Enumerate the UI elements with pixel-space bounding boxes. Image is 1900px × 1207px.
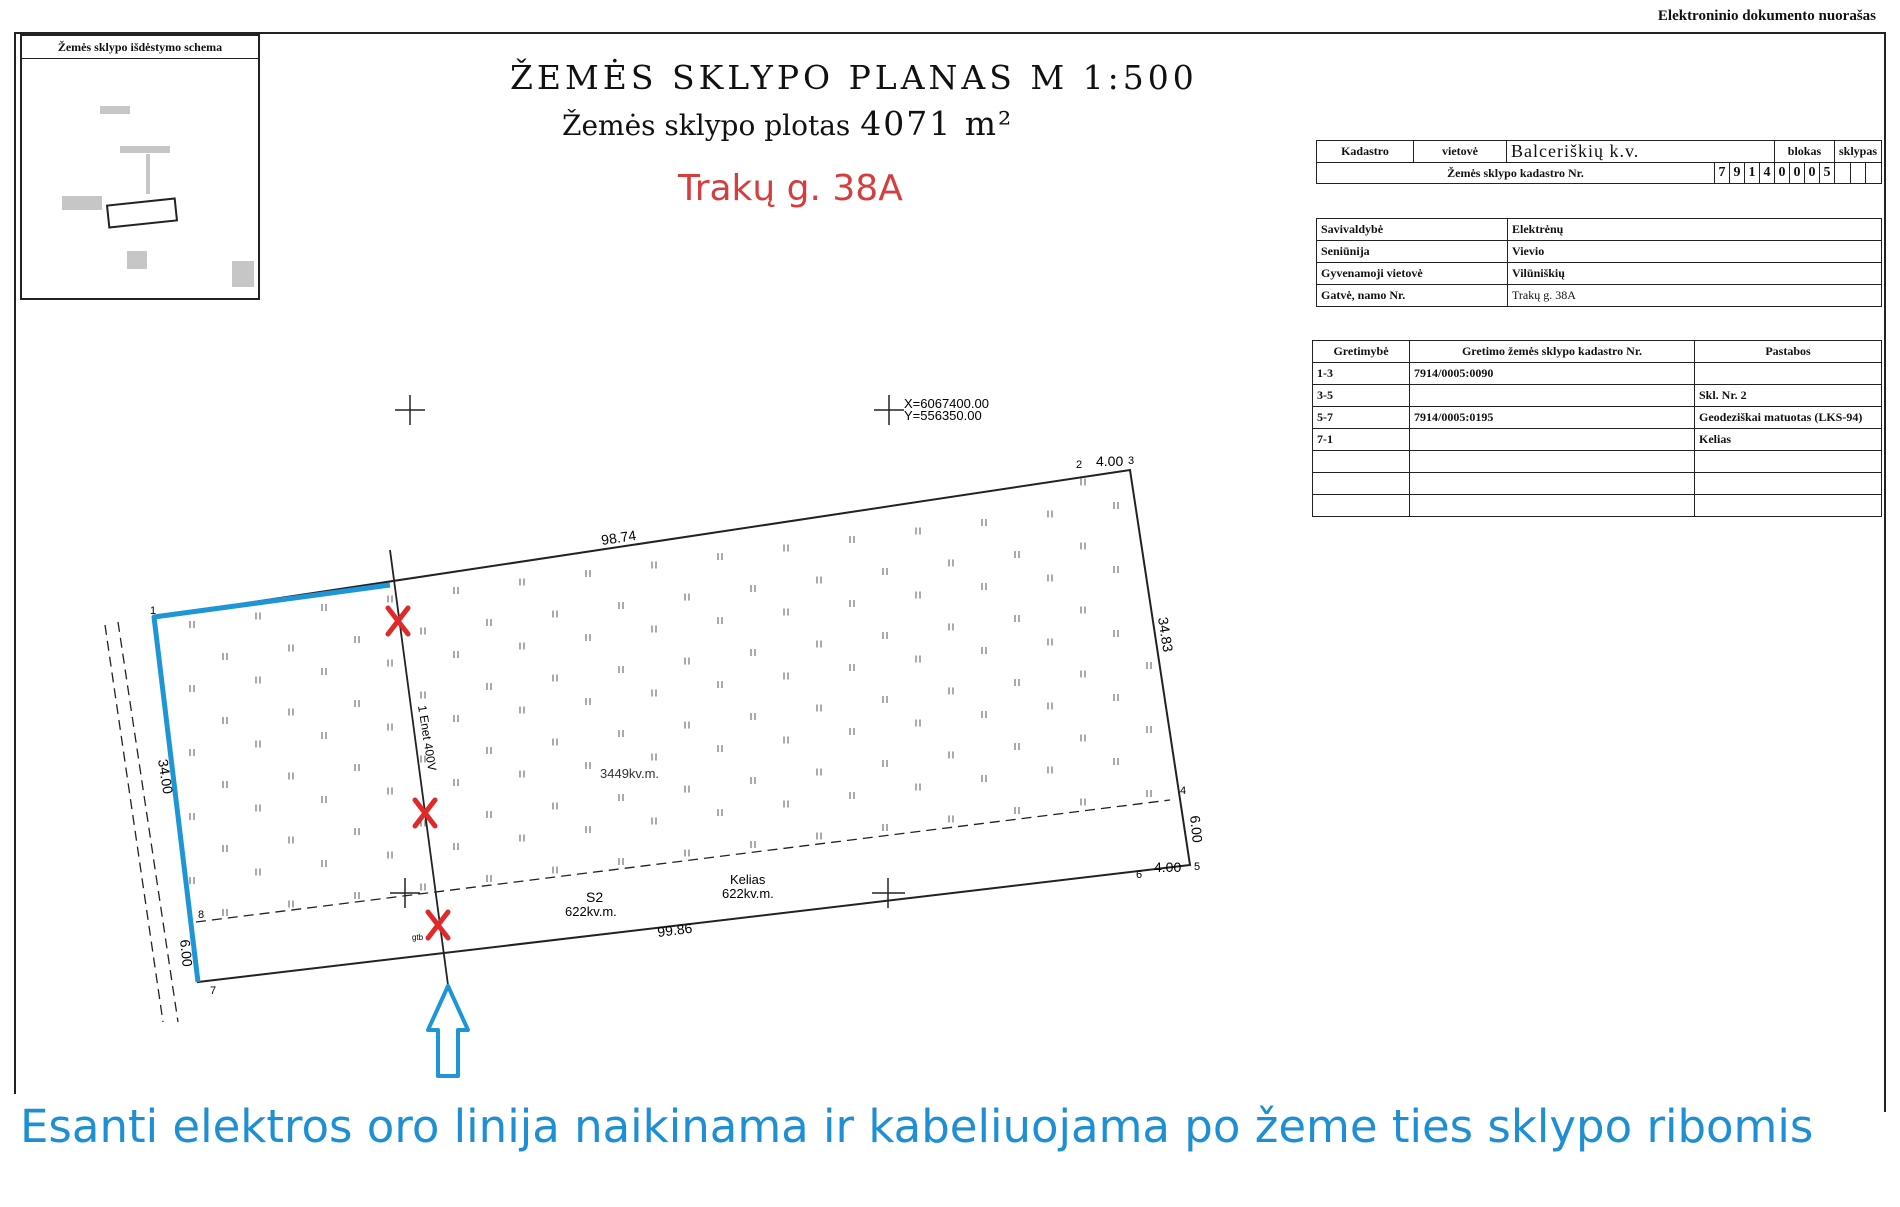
point-label: 6 [1136, 869, 1143, 881]
cadastre-digit: 7 [1714, 163, 1729, 184]
kadastro-label: Kadastro [1317, 141, 1414, 163]
document-note: Elektroninio dokumento nuorašas [1657, 8, 1876, 24]
caption-text: Esanti elektros oro linija naikinama ir kabeliuojama po žeme ties sklypo ribomis [20, 1100, 1814, 1153]
cadastre-digit: 0 [1804, 163, 1819, 184]
area-label: Žemės sklypo plotas [562, 109, 851, 142]
neighbor-segment: 1-3 [1313, 363, 1410, 385]
vietove-value: Balceriškių k.v. [1507, 141, 1775, 163]
neighbor-note: Kelias [1695, 429, 1882, 451]
point-label: 7 [210, 985, 217, 997]
address-value: Vilūniškių [1508, 263, 1882, 285]
plan-title: ŽEMĖS SKLYPO PLANAS M 1:500 [510, 58, 1198, 97]
area-value: 4071 m² [860, 104, 1014, 143]
power-line-label: 1 Enet 400V [415, 704, 440, 772]
neighbor-segment: 7-1 [1313, 429, 1410, 451]
neighbor-segment: 3-5 [1313, 385, 1410, 407]
road-area: 622kv.m. [722, 886, 774, 901]
dim-bottom-right: 4.00 [1154, 859, 1182, 875]
dim-left: 34.00 [155, 757, 177, 796]
point-label: 1 [150, 605, 157, 617]
blokas-label: blokas [1774, 141, 1834, 163]
address-value: Elektrėnų [1508, 219, 1882, 241]
cadastre-digit: 0 [1789, 163, 1804, 184]
s2-label: S2 [586, 889, 604, 905]
address-label: Seniūnija [1317, 241, 1508, 263]
neighbor-note: Geodeziškai matuotas (LKS-94) [1695, 407, 1882, 429]
point-label: 5 [1194, 861, 1201, 873]
address-label: Gyvenamoji vietovė [1317, 263, 1508, 285]
vietove-label: vietovė [1414, 141, 1507, 163]
red-crosses [388, 608, 448, 938]
dim-right: 34.83 [1155, 615, 1177, 654]
parcel-boundary [154, 470, 1190, 982]
neighbor-segment: 5-7 [1313, 407, 1410, 429]
parcel-hatching [190, 479, 1151, 917]
address-value: Vievio [1508, 241, 1882, 263]
neighbor-cadastre: 7914/0005:0195 [1410, 407, 1695, 429]
coord-y: Y=556350.00 [904, 408, 982, 423]
cadastre-nr-label: Žemės sklypo kadastro Nr. [1317, 163, 1715, 184]
dim-top: 98.74 [600, 526, 638, 548]
cadastre-digit: 0 [1774, 163, 1789, 184]
point-label: 3 [1128, 455, 1135, 467]
cadastre-digit: 4 [1759, 163, 1774, 184]
road-label: Kelias [730, 872, 766, 887]
neighbor-cadastre: 7914/0005:0090 [1410, 363, 1695, 385]
road-edge-line [105, 625, 163, 1022]
blue-boundary [154, 585, 390, 982]
cadastre-digit: 5 [1819, 163, 1834, 184]
pole-label: gtb [412, 933, 424, 942]
cadastre-digit: 1 [1744, 163, 1759, 184]
neighbor-note: Skl. Nr. 2 [1695, 385, 1882, 407]
s2-area: 622kv.m. [565, 904, 617, 919]
point-label: 8 [198, 909, 205, 921]
address-overlay: Trakų g. 38A [678, 168, 903, 209]
neighbors-header: Gretimo žemės sklypo kadastro Nr. [1410, 341, 1695, 363]
cadastre-digit: 9 [1729, 163, 1744, 184]
address-label: Savivaldybė [1317, 219, 1508, 241]
dim-top-right: 4.00 [1096, 453, 1124, 469]
grid-crosshairs [390, 395, 905, 908]
neighbors-header: Pastabos [1695, 341, 1882, 363]
coord-x: X=6067400.00 [904, 396, 989, 411]
sklypas-label: sklypas [1834, 141, 1881, 163]
area-main: 3449kv.m. [600, 766, 660, 781]
road-edge-line [118, 622, 178, 1022]
road-dashed-line [196, 800, 1170, 922]
inset-title: Žemės sklypo išdėstymo schema [22, 36, 258, 59]
dim-bottom: 99.86 [656, 919, 694, 940]
address-value: Trakų g. 38A [1508, 285, 1882, 307]
point-label: 4 [1180, 785, 1187, 797]
point-label: 2 [1076, 459, 1083, 471]
address-label: Gatvė, namo Nr. [1317, 285, 1508, 307]
neighbors-header: Gretimybė [1313, 341, 1410, 363]
dim-left-small: 6.00 [177, 938, 196, 968]
arrow-up-icon [428, 986, 468, 1076]
dim-right-small: 6.00 [1187, 814, 1206, 844]
